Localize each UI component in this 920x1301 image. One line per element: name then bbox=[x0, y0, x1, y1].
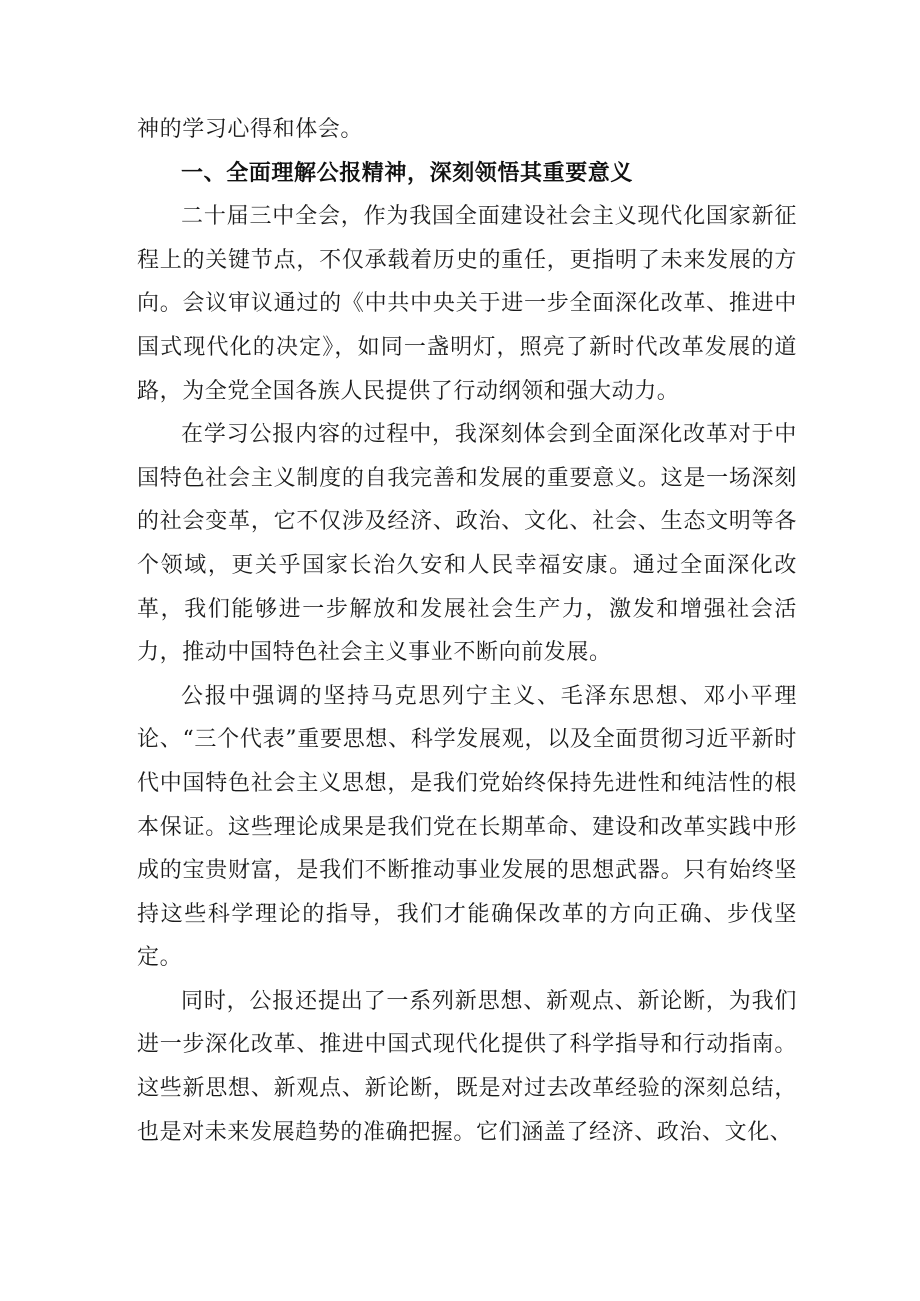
paragraph-2: 在学习公报内容的过程中，我深刻体会到全面深化改革对于中国特色社会主义制度的自我完善和发展的重要意义。这是一场深刻的社会变革，它不仅涉及经济、政治、文化、社会、生态文明等各个领域，更关乎国家长治久安和人民幸福安康。通过全面深化改革，我们能够进一步解放和发展社会生产力，激发和增强社会活力，推动中国特色社会主义事业不断向前发展。 bbox=[137, 422, 797, 666]
document-body bbox=[137, 108, 797, 1154]
paragraph-4: 同时，公报还提出了一系列新思想、新观点、新论断，为我们进一步深化改革、推进中国式现代化提供了科学指导和行动指南。这些新思想、新观点、新论断，既是对过去改革经验的深刻总结，也是对未来发展趋势的准确把握。它们涵盖了经济、政治、文化、 bbox=[137, 988, 797, 1145]
paragraph-3: 公报中强调的坚持马克思列宁主义、毛泽东思想、邓小平理论、“三个代表”重要思想、科学发展观，以及全面贯彻习近平新时代中国特色社会主义思想，是我们党始终保持先进性和纯洁性的根本保证。这些理论成果是我们党在长期革命、建设和改革实践中形成的宝贵财富，是我们不断推动事业发展的思想武器。只有始终坚持这些科学理论的指导，我们才能确保改革的方向正确、步伐坚定。 bbox=[137, 683, 797, 971]
continuation-text: 神的学习心得和体会。 bbox=[137, 117, 364, 142]
section-heading: 一、全面理解公报精神，深刻领悟其重要意义 bbox=[181, 160, 634, 186]
paragraph-1: 二十届三中全会，作为我国全面建设社会主义现代化国家新征程上的关键节点，不仅承载着历史的重任，更指明了未来发展的方向。会议审议通过的《中共中央关于进一步全面深化改革、推进中国式现代化的决定》，如同一盏明灯，照亮了新时代改革发展的道路，为全党全国各族人民提供了行动纲领和强大动力。 bbox=[137, 204, 797, 404]
